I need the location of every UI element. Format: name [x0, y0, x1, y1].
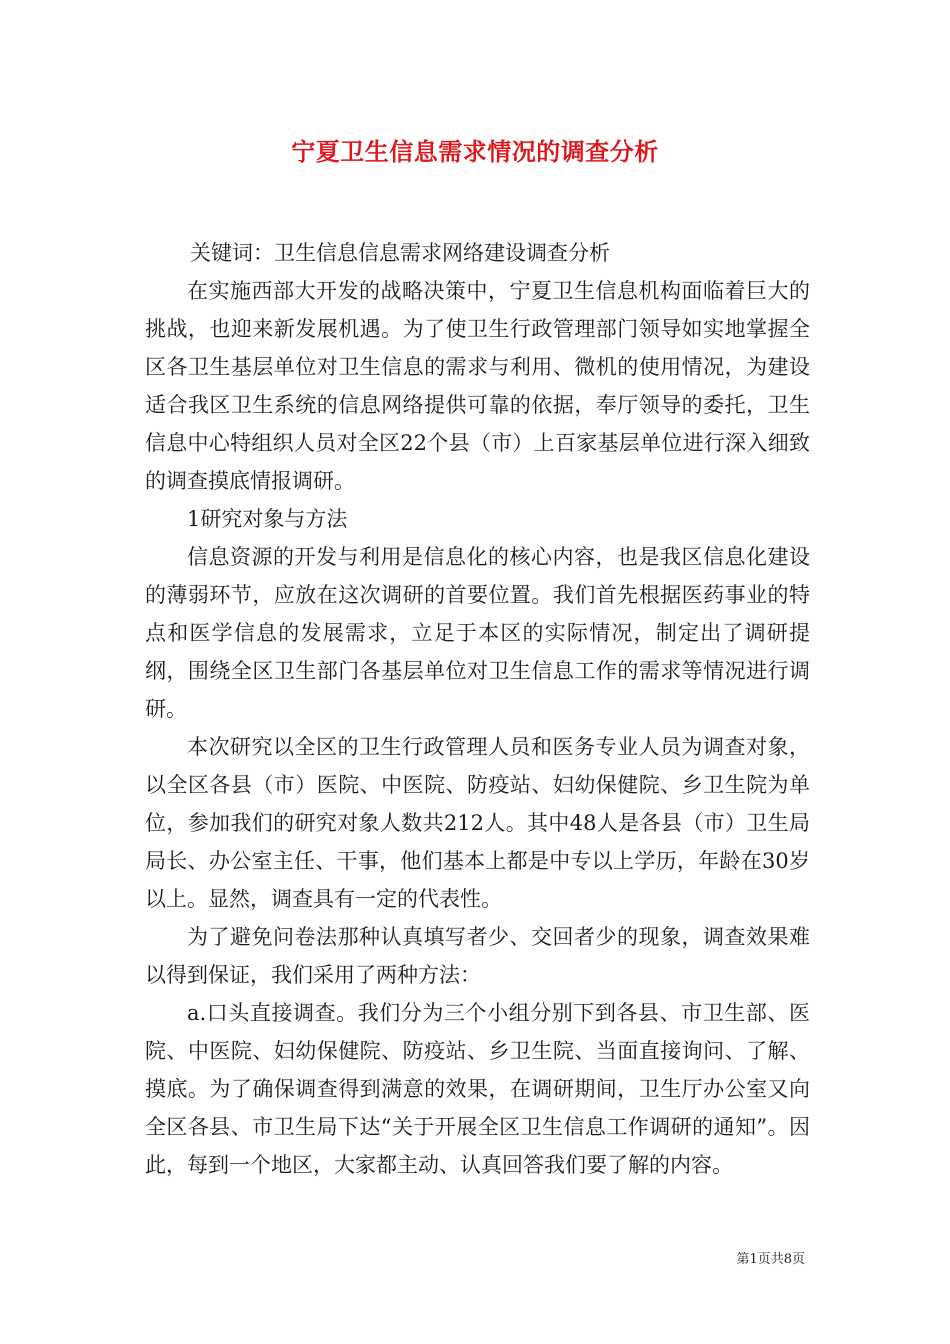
paragraph-intro: 在实施西部大开发的战略决策中，宁夏卫生信息机构面临着巨大的挑战，也迎来新发展机遇。为了使卫生行政管理部门领导如实地掌握全区各卫生基层单位对卫生信息的需求与利用、微机的使用情况，为建设适合我区卫生系统的信息网络提供可靠的依据，奉厅领导的委托，卫生信息中心特组织人员对全区22个县（市）上百家基层单位进行深入细致的调查摸底情报调研。 [145, 279, 810, 493]
document-body [145, 234, 810, 1184]
document-title: 宁夏卫生信息需求情况的调查分析 [291, 138, 659, 166]
paragraph-resources: 信息资源的开发与利用是信息化的核心内容，也是我区信息化建设的薄弱环节，应放在这次调研的首要位置。我们首先根据医药事业的特点和医学信息的发展需求，立足于本区的实际情况，制定出了调研提纲，围绕全区卫生部门各基层单位对卫生信息工作的需求等情况进行调研。 [145, 545, 810, 721]
paragraph-methods: 为了避免问卷法那种认真填写者少、交回者少的现象，调查效果难以得到保证，我们采用了两种方法： [145, 925, 810, 987]
keywords-line: 关键词：卫生信息信息需求网络建设调查分析 [190, 241, 610, 265]
paragraph-method-a: a.口头直接调查。我们分为三个小组分别下到各县、市卫生部、医院、中医院、妇幼保健院、防疫站、乡卫生院、当面直接询问、了解、摸底。为了确保调查得到满意的效果，在调研期间，卫生厅办公室又向全区各县、市卫生局下达“关于开展全区卫生信息工作调研的通知”。因此，每到一个地区，大家都主动、认真回答我们要了解的内容。 [145, 1001, 810, 1177]
page-number: 第1页共8页 [736, 1252, 805, 1267]
section-heading-1: 1研究对象与方法 [187, 507, 348, 531]
paragraph-subjects: 本次研究以全区的卫生行政管理人员和医务专业人员为调查对象，以全区各县（市）医院、中医院、防疫站、妇幼保健院、乡卫生院为单位，参加我们的研究对象人数共212人。其中48人是各县（市）卫生局局长、办公室主任、干事，他们基本上都是中专以上学历，年龄在30岁以上。显然，调查具有一定的代表性。 [145, 735, 810, 911]
